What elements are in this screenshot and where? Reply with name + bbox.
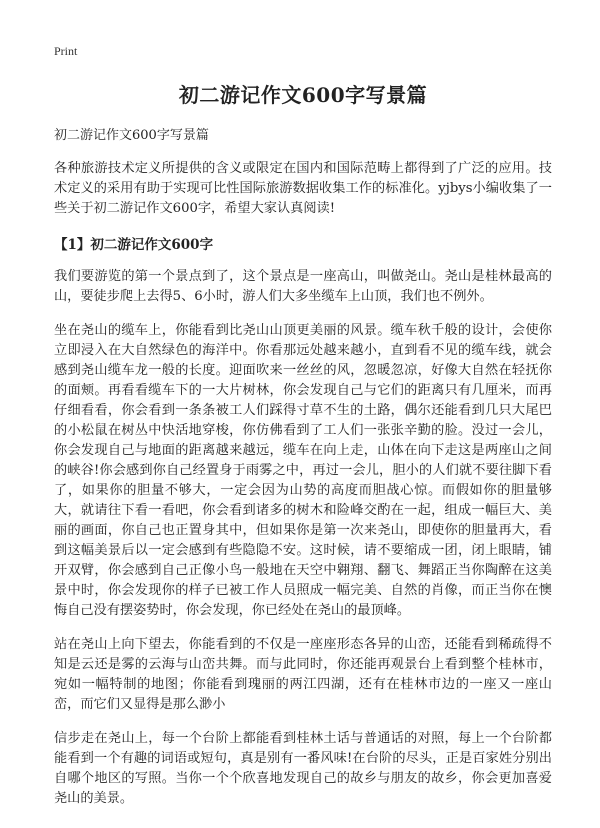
page-title: 初二游记作文600字写景篇 <box>178 83 428 107</box>
subtitle: 初二游记作文600字写景篇 <box>54 128 209 143</box>
section-heading: 【1】初二游记作文600字 <box>54 237 214 253</box>
body-paragraph-4: 信步走在尧山上，每一个台阶上都能看到桂林土话与普通话的对照，每上一个台阶都能看到一个有趣的词语或短句，真是别有一番风味!在台阶的尽头，正是百家姓分别出自哪个地区的写照。当你一个个欣喜地发现自己的故乡与朋友的故乡，你会更加喜爱尧山的美景。 <box>54 731 552 806</box>
body-paragraph-1: 我们要游览的第一个景点到了，这个景点是一座高山，叫做尧山。尧山是桂林最高的山，要徒步爬上去得5、6小时，游人们大多坐缆车上山顶，我们也不例外。 <box>54 269 552 304</box>
intro-paragraph: 各种旅游技术定义所提供的含义或限定在国内和国际范畴上都得到了广泛的应用。技术定义的采用有助于实现可比性国际旅游数据收集工作的标准化。yjbys小编收集了一些关于初二游记作文600字，希望大家认真阅读! <box>54 161 552 216</box>
body-paragraph-2: 坐在尧山的缆车上，你能看到比尧山山顶更美丽的风景。缆车秋千般的设计，会使你立即浸入在大自然绿色的海洋中。你看那远处越来越小，直到看不见的缆车线，就会感到尧山缆车龙一般的长度。迎面吹来一丝丝的风，忽暖忽凉，好像大自然在轻抚你的面颊。再看看缆车下的一大片树林，你会发现自己与它们的距离只有几厘米，而再仔细看看，你会看到一条条被工人们踩得寸草不生的土路，偶尔还能看到几只大尾巴的小松鼠在树丛中快活地穿梭，你仿佛看到了工人们一张张辛勤的脸。没过一会儿，你会发现自己与地面的距离越来越远，缆车在向上走，山体在向下走这是两座山之间的峡谷!你会感到你自己经置身于雨雾之中，再过一会儿，胆小的人们就不要往脚下看了，如果你的胆量不够大，一定会因为山势的高度而胆战心惊。而假如你的胆量够大，就请往下看一看吧，你会看到诸多的树木和险峰交酌在一起，组成一幅巨大、美丽的画面，你自己也正置身其中，但如果你是第一次来尧山，即使你的胆量再大，看到这幅美景后以一定会感到有些隐隐不安。这时候，请不要缩成一团，闭上眼睛，铺开双臂，你会感到自己正像小鸟一般地在天空中翱翔、翻飞、舞蹈正当你陶醉在这美景中时，你会发现你的样子已被工作人员照成一幅完美、自然的肖像，而正当你在懊悔自己没有摆姿势时，你会发现，你已经处在尧山的最顶峰。 <box>54 323 552 618</box>
body-paragraph-3: 站在尧山上向下望去，你能看到的不仅是一座座形态各异的山峦，还能看到稀疏得不知是云还是雾的云海与山峦共舞。而与此同时，你还能再观景台上看到整个桂林市，宛如一幅特制的地图；你能看到瑰丽的两江四湖，还有在桂林市边的一座又一座山峦，而它们又显得是那么渺小 <box>54 637 552 712</box>
print-link[interactable]: Print <box>54 44 78 58</box>
